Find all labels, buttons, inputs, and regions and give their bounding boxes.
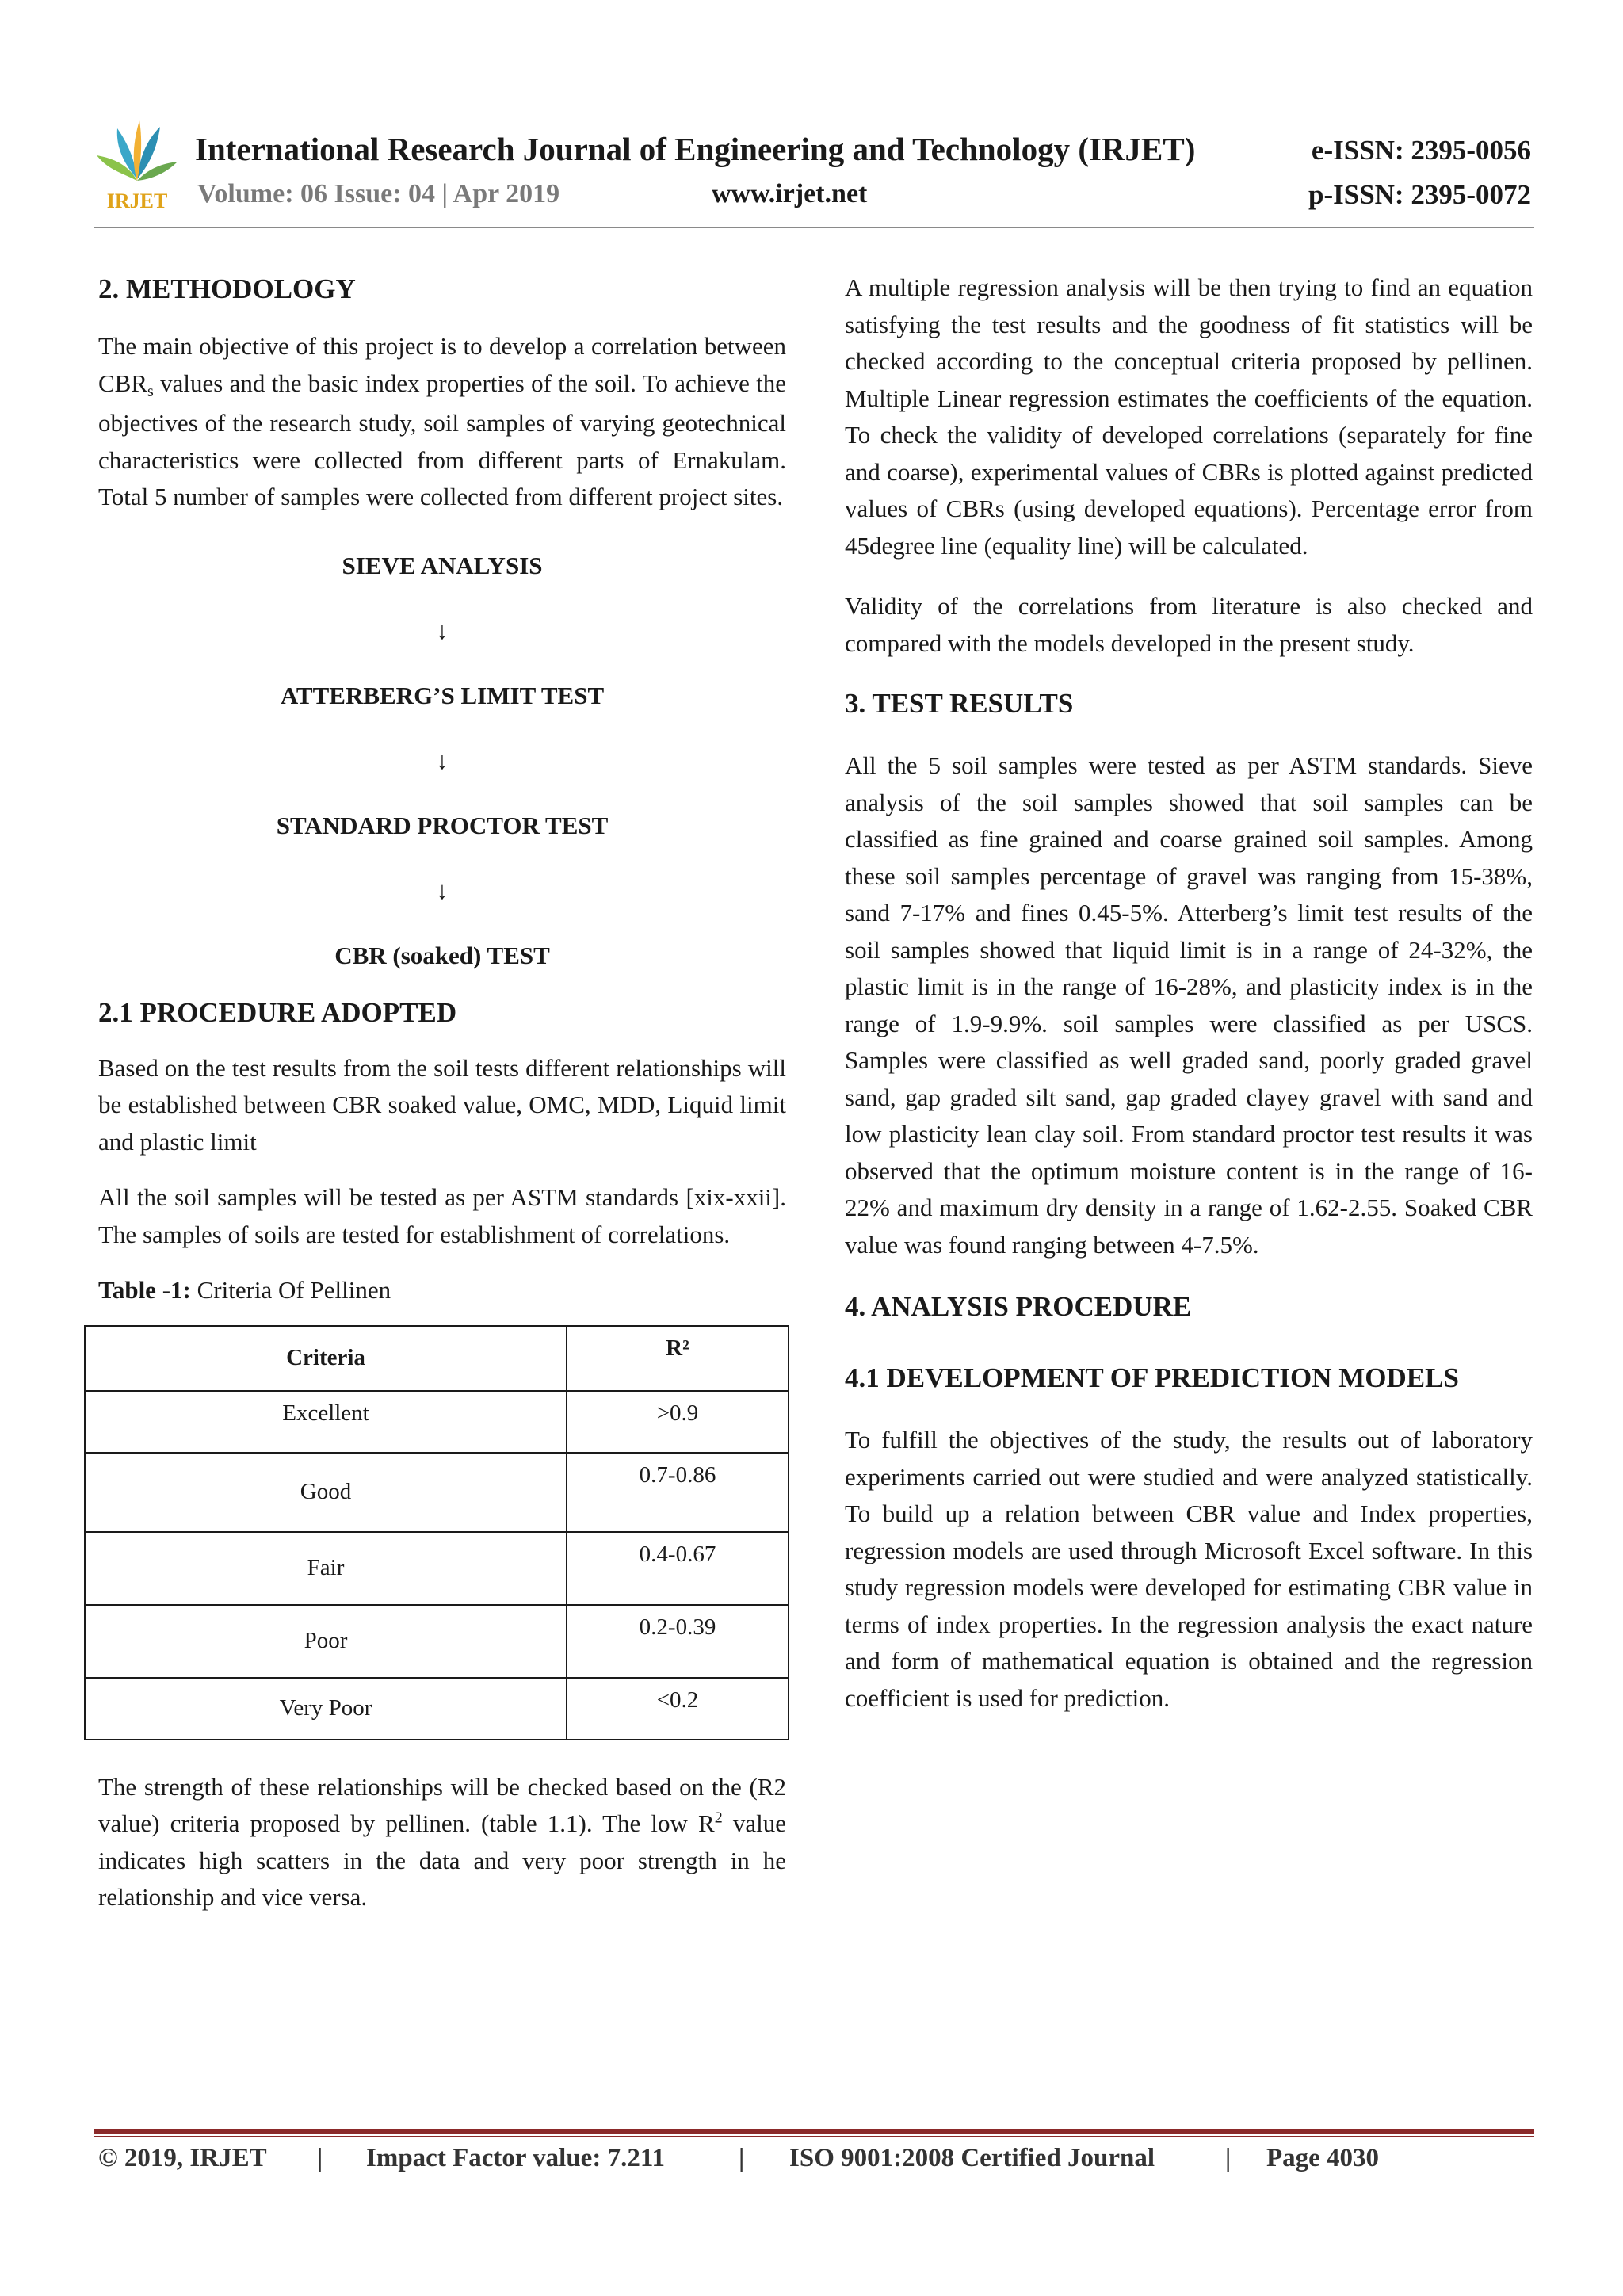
header-divider bbox=[94, 227, 1534, 228]
table-row bbox=[85, 1678, 789, 1740]
table-cell-criteria: Fair bbox=[85, 1532, 567, 1605]
table-header-row bbox=[85, 1326, 789, 1391]
paragraph-relationships: Based on the test results from the soil tests different relationships will be established between CBR soaked value, OMC, MDD, Liquid limit and plastic limit bbox=[98, 1053, 786, 1156]
table-cell-r2: 0.7-0.86 bbox=[567, 1453, 789, 1532]
heading-test-results: 3. TEST RESULTS bbox=[845, 688, 1074, 719]
e-issn: e-ISSN: 2395-0056 bbox=[1311, 135, 1531, 166]
journal-title: International Research Journal of Engineering and Technology (IRJET) bbox=[195, 131, 1196, 167]
table-header-criteria: Criteria bbox=[85, 1326, 567, 1391]
table-row bbox=[85, 1605, 789, 1678]
paragraph-objective: The main objective of this project is to develop a correlation between CBRs values and the basic index properties of the soil. To achieve the objectives of the research study, soil samples of varying geotechnical characteristics were collected from different parts of Ernakulam. Total 5 number of samples were collected from different project sites. bbox=[98, 332, 786, 510]
table-cell-r2: 0.2-0.39 bbox=[567, 1605, 789, 1678]
footer-copyright: © 2019, IRJET bbox=[98, 2144, 267, 2172]
footer-divider bbox=[94, 2129, 1534, 2134]
paragraph-regression: A multiple regression analysis will be then trying to find an equation satisfying the test results and the goodness of fit statistics will be checked according to the conceptual criteria proposed by pellinen. Multiple Linear regression estimates the coefficients of the equation. To check the validity of developed correlations (separately for fine and coarse), experimental values of CBRs is plotted against predicted values of CBRs (using developed equations). Percentage error from 45degree line (equality line) will be calculated. bbox=[845, 273, 1533, 560]
journal-website[interactable]: www.irjet.net bbox=[712, 179, 868, 208]
footer-separator: | bbox=[739, 2144, 745, 2172]
methodology-flowchart bbox=[98, 548, 786, 974]
pellinen-criteria-table bbox=[84, 1325, 789, 1740]
footer-impact-factor: Impact Factor value: 7.211 bbox=[366, 2144, 666, 2172]
heading-procedure: 2.1 PROCEDURE ADOPTED bbox=[98, 996, 457, 1028]
paragraph-validity: Validity of the correlations from literature is also checked and compared with the models developed in the present study. bbox=[845, 592, 1533, 657]
flow-step-cbr: CBR (soaked) TEST bbox=[334, 941, 550, 969]
down-arrow-icon: ↓ bbox=[436, 746, 449, 774]
down-arrow-icon: ↓ bbox=[436, 876, 449, 904]
svg-text:IRJET: IRJET bbox=[106, 189, 168, 212]
table-header-r2: R² bbox=[567, 1326, 789, 1391]
table-row bbox=[85, 1391, 789, 1453]
footer-divider-thin bbox=[94, 2136, 1534, 2137]
p-issn: p-ISSN: 2395-0072 bbox=[1308, 179, 1531, 210]
paragraph-astm: All the soil samples will be tested as per ASTM standards [xix-xxii]. The samples of soils are tested for establishment of correlations. bbox=[98, 1183, 786, 1248]
heading-prediction-models: 4.1 DEVELOPMENT OF PREDICTION MODELS bbox=[845, 1362, 1459, 1393]
table-cell-r2: <0.2 bbox=[567, 1678, 789, 1740]
flow-step-atterberg: ATTERBERG’S LIMIT TEST bbox=[280, 681, 605, 709]
right-column bbox=[845, 269, 1533, 1717]
flow-step-sieve: SIEVE ANALYSIS bbox=[342, 551, 543, 579]
table-cell-criteria: Good bbox=[85, 1453, 567, 1532]
flow-step-proctor: STANDARD PROCTOR TEST bbox=[276, 811, 609, 839]
heading-analysis-procedure: 4. ANALYSIS PROCEDURE bbox=[845, 1291, 1192, 1322]
left-column bbox=[98, 269, 786, 1916]
footer-iso: ISO 9001:2008 Certified Journal bbox=[789, 2144, 1155, 2172]
footer-separator: | bbox=[317, 2144, 323, 2172]
down-arrow-icon: ↓ bbox=[436, 616, 449, 644]
volume-issue: Volume: 06 Issue: 04 | Apr 2019 bbox=[197, 179, 560, 208]
paragraph-prediction-models: To fulfill the objectives of the study, the results out of laboratory experiments carried out were studied and were analyzed statistically. To build up a relation between CBR value and Index properties, regression models are used through Microsoft Excel software. In this study regression models were developed for estimating CBR value in terms of index properties. In the regression analysis the exact nature and form of mathematical equation is obtained and the regression coefficient is used for prediction. bbox=[845, 1426, 1533, 1712]
table-cell-r2: >0.9 bbox=[567, 1391, 789, 1453]
paragraph-test-results: All the 5 soil samples were tested as per ASTM standards. Sieve analysis of the soil samples showed that soil samples can be classified as fine grained and coarse grained soil samples. Among these soil samples percentage of gravel was ranging from 15-38%, sand 7-17% and fines 0.45-5%. Atterberg’s limit test results of the soil samples showed that liquid limit is in a range of 24-32%, the plastic limit is in the range of 16-28%, and plasticity index is in the range of 1.9-9.9%. soil samples were classified as per USCS. Samples were classified as well graded sand, poorly graded gravel sand, gap graded silt sand, gap graded clayey gravel with sand and low plasticity lean clay soil. From standard proctor test results it was observed that the optimum moisture content is in the range of 16-22% and maximum dry density in a range of 1.62-2.55. Soaked CBR value was found ranging between 4-7.5%. bbox=[845, 751, 1533, 1259]
table-cell-criteria: Poor bbox=[85, 1605, 567, 1678]
heading-methodology: 2. METHODOLOGY bbox=[98, 273, 356, 304]
irjet-logo bbox=[94, 117, 181, 212]
table-cell-criteria: Very Poor bbox=[85, 1678, 567, 1740]
table-caption: Table -1: Criteria Of Pellinen bbox=[98, 1276, 391, 1304]
footer-page-number: Page 4030 bbox=[1266, 2144, 1380, 2172]
footer-separator: | bbox=[1225, 2144, 1232, 2172]
paragraph-strength: The strength of these relationships will be checked based on the (R2 value) criteria proposed by pellinen. (table 1.1). The low $R^2$ value indicates high scatters in the data and very poor strength in he relationship and vice versa. bbox=[98, 1772, 786, 1911]
table-cell-criteria: Excellent bbox=[85, 1391, 567, 1453]
irjet-logo-icon bbox=[94, 117, 181, 212]
table-cell-r2: 0.4-0.67 bbox=[567, 1532, 789, 1605]
table-row bbox=[85, 1532, 789, 1605]
table-row bbox=[85, 1453, 789, 1532]
